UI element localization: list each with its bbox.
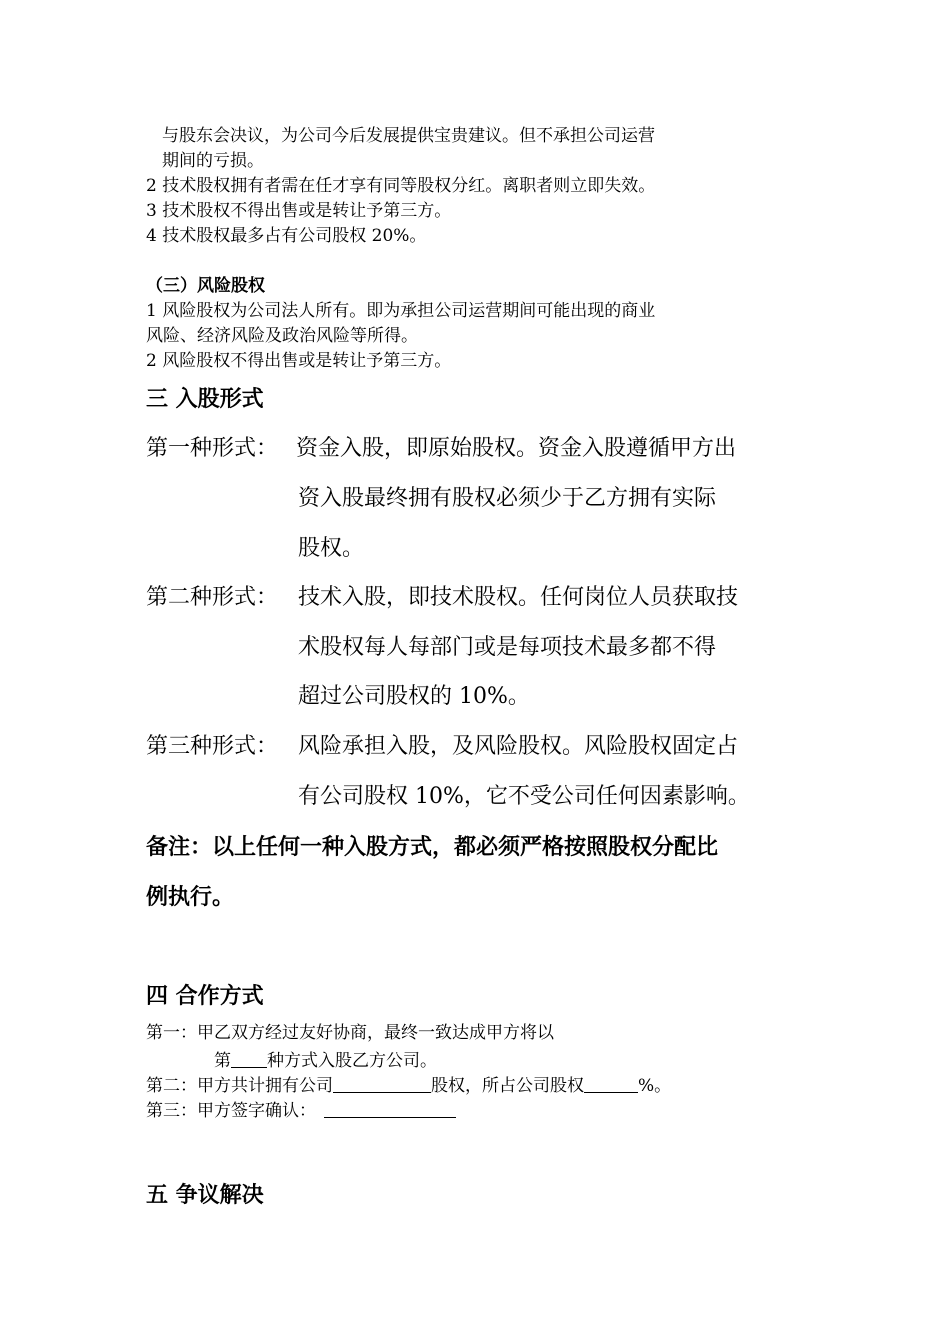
form-1-line: 资金入股，即原始股权。资金入股遵循甲方出 xyxy=(296,436,737,461)
tech-equity-continued-line: 期间的亏损。 xyxy=(162,151,264,171)
shares-amount-blank[interactable] xyxy=(333,1075,431,1093)
clause-2-text: 甲方共计拥有公司 xyxy=(197,1076,333,1096)
clause-1-suffix: 种方式入股乙方公司。 xyxy=(267,1051,437,1071)
form-1-line: 股权。 xyxy=(298,536,365,561)
tech-equity-continued-line: 与股东会决议，为公司今后发展提供宝贵建议。但不承担公司运营 xyxy=(162,126,655,146)
section-5-heading: 五 争议解决 xyxy=(146,1182,264,1208)
form-3-line: 有公司股权 10%，它不受公司任何因素影响。 xyxy=(298,784,750,809)
form-1-line: 资入股最终拥有股权必须少于乙方拥有实际 xyxy=(298,486,717,511)
equity-percent-blank[interactable] xyxy=(584,1075,638,1093)
section-4-heading: 四 合作方式 xyxy=(146,983,264,1009)
risk-equity-heading: （三）风险股权 xyxy=(146,276,265,296)
clause-1 xyxy=(146,1025,554,1042)
form-2-label: 第二种形式： xyxy=(146,585,279,610)
clause-1-label: 第一： xyxy=(146,1023,197,1043)
clause-2-label: 第二： xyxy=(146,1076,197,1096)
form-3-line: 风险承担入股，及风险股权。风险股权固定占 xyxy=(298,734,739,759)
risk-equity-item-2: 2 风险股权不得出售或是转让予第三方。 xyxy=(146,351,452,371)
risk-equity-item-1-cont: 风险、经济风险及政治风险等所得。 xyxy=(146,326,418,346)
tech-equity-item-4: 4 技术股权最多占有公司股权 20%。 xyxy=(146,226,427,246)
note-line: 例执行。 xyxy=(146,884,235,910)
tech-equity-item-2: 2 技术股权拥有者需在任才享有同等股权分红。离职者则立即失效。 xyxy=(146,176,656,196)
clause-3-text: 甲方签字确认： xyxy=(197,1101,316,1121)
signature-blank[interactable] xyxy=(324,1100,456,1118)
section-3-heading: 三 入股形式 xyxy=(146,386,264,412)
clause-1-prefix: 第 xyxy=(214,1051,231,1071)
form-1-label: 第一种形式： xyxy=(146,436,279,461)
tech-equity-item-3: 3 技术股权不得出售或是转让予第三方。 xyxy=(146,201,452,221)
form-3-label: 第三种形式： xyxy=(146,734,279,759)
note-line: 备注：以上任何一种入股方式，都必须严格按照股权分配比 xyxy=(146,834,719,860)
clause-2-text: 股权，所占公司股权 xyxy=(431,1076,584,1096)
method-number-blank[interactable] xyxy=(231,1050,267,1068)
clause-1-cont xyxy=(214,1050,437,1070)
clause-2-text: %。 xyxy=(638,1076,672,1096)
form-2-line: 术股权每人每部门或是每项技术最多都不得 xyxy=(298,635,717,660)
form-2-line: 超过公司股权的 10%。 xyxy=(298,684,530,709)
risk-equity-item-1: 1 风险股权为公司法人所有。即为承担公司运营期间可能出现的商业 xyxy=(146,301,656,321)
clause-2 xyxy=(146,1075,671,1095)
clause-3 xyxy=(146,1100,456,1120)
clause-1-text: 甲乙双方经过友好协商，最终一致达成甲方将以 xyxy=(197,1023,554,1043)
clause-3-label: 第三： xyxy=(146,1101,197,1121)
form-2-line: 技术入股，即技术股权。任何岗位人员获取技 xyxy=(298,585,739,610)
